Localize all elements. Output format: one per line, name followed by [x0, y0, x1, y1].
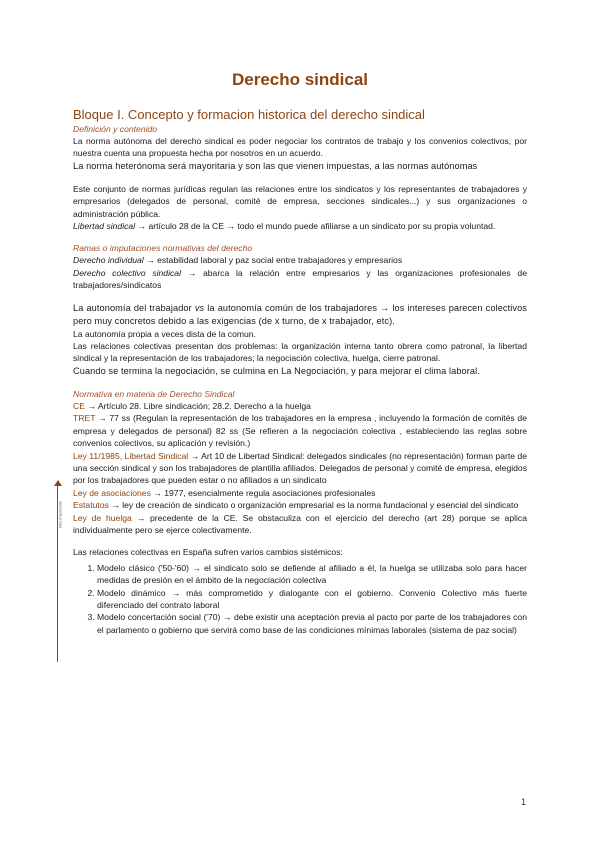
rama-item	[73, 267, 527, 292]
page-number: 1	[520, 797, 526, 807]
term-text: → Art 10 de Libertad Sindical: delegados sindicales (no representación) forman parte de una sección sindical y son los trabajadores de plantilla afiliados. Delegados de personal y comité de empresa, elegidos por los trabajadores que pueden estar o no afiliados a un sindicato	[73, 450, 527, 486]
paragraph: Cuando se termina la negociación, se culmina en La Negociación, y para mejorar el clima laboral.	[73, 365, 480, 376]
subheading-definicion: Definición y contenido	[73, 124, 158, 134]
term-label: Ley 11/1985, Libertad Sindical	[73, 450, 189, 461]
norma-item	[73, 499, 527, 511]
term-text: → estabilidad laboral y paz social entre trabajadores y empresarios	[146, 255, 403, 266]
section-heading: Bloque I. Concepto y formacion historica del derecho sindical	[73, 107, 425, 122]
document-body	[73, 106, 527, 636]
norma-item	[73, 400, 527, 412]
term-text: → 1977, esencialmente regula asociaciones profesionales	[153, 487, 376, 498]
term-text: → artículo 28 de la CE → todo el mundo puede afiliarse a un sindicato por su propia voluntad.	[137, 221, 496, 232]
term-label: TRET	[73, 413, 96, 424]
subheading-normativa: Normativa en materia de Derecho Sindical	[73, 388, 235, 399]
list-item: 3. Modelo concertación social ('70) → debe existir una aceptación previa al pacto por parte de los trabajadores con el parlamento o gobierno que servirá como base de las condiciones mínimas laborales (sistema de paz social)	[97, 611, 527, 636]
term-label: Derecho individual	[73, 255, 144, 266]
list-intro: Las relaciones colectivas en España sufren varios cambios sistémicos:	[73, 547, 343, 558]
paragraph-libertad	[73, 220, 527, 232]
term-text: → abarca la relación entre empresarios y las organizaciones profesionales de trabajadores/sindicatos	[73, 267, 527, 291]
term-label: Ley de asociaciones	[73, 487, 151, 498]
importance-label: Más importante	[57, 500, 63, 529]
term-text: → precedente de la CE. Se obstaculiza con el ejercicio del derecho (art 28) porque se aplica individualmente pero se ejerce colectivamente.	[73, 512, 528, 535]
term-label: Libertad sindical	[73, 221, 136, 232]
list-item: 1. Modelo clásico ('50-'60) → el sindicato solo se defiende al afiliado a él, la huelga se utilizaba solo para hacer medidas de presión en el ámbito de la negociación colectiva	[97, 562, 527, 587]
paragraph: La norma heterónoma será mayoritaria y son las que vienen impuestas, a las normas autónomas	[73, 160, 478, 171]
term-text: → Artículo 28. Libre sindicación; 28.2. Derecho a la huelga	[87, 400, 311, 411]
norma-item	[73, 512, 527, 537]
term-label: CE	[73, 400, 85, 411]
models-list	[73, 562, 527, 636]
rama-item	[73, 254, 527, 266]
paragraph: Las relaciones colectivas presentan dos problemas: la organización interna tanto obrera como patronal, la libertad sindical y la representación de los trabajadores; la negociación colectiva, huelga, cierre patronal.	[73, 341, 527, 364]
paragraph: La norma autónoma del derecho sindical es poder negociar los contratos de trabajo y los convenios colectivos, por nuestra cuenta una propuesta hecha por nosotros en un acuerdo.	[73, 136, 527, 159]
term-label: Ley de huelga	[73, 512, 132, 523]
text: La autonomía del trabajador	[73, 302, 195, 313]
term-text: → ley de creación de sindicato o organización empresarial es la norma fundacional y esencial del sindicato	[111, 500, 519, 511]
term-text: → 77 ss (Regulan la representación de los trabajadores en la empresa , incluyendo la formación de comités de empresa y delegados de personal) 82 ss (Se refieren a la negociación colectiva , estableciendo las reglas sobre convenios colectivos, su aplicación y revisión.)	[73, 413, 527, 449]
document-title: Derecho sindical	[231, 70, 369, 89]
term-label: Derecho colectivo sindical	[73, 267, 181, 278]
subheading-ramas: Ramas o imputaciones normativas del derecho	[73, 243, 253, 254]
norma-item	[73, 487, 527, 499]
text: vs	[194, 302, 205, 313]
list-item: 2. Modelo dinámico → más comprometido y dialogante con el gobierno. Convenio Colectivo más fuerte diferenciado del contrato laboral	[97, 587, 527, 612]
norma-item	[73, 450, 527, 487]
term-label: Estatutos	[73, 500, 109, 511]
text: la autonomía común de los trabajadores → los intereses parecen colectivos pero muy concretos debido a las exigencias (de x turno, de x trabajador, etc).	[73, 302, 527, 326]
norma-item	[73, 412, 527, 449]
paragraph-autonomia	[73, 302, 527, 328]
paragraph: Este conjunto de normas jurídicas regulan las relaciones entre los sindicatos y los representantes de trabajadores y empresarios (delegados de personal, comité de empresa, secciones sindicales...) y sus organizaciones o administración pública.	[73, 183, 527, 219]
paragraph: La autonomía propia a veces dista de la comun.	[73, 328, 256, 339]
